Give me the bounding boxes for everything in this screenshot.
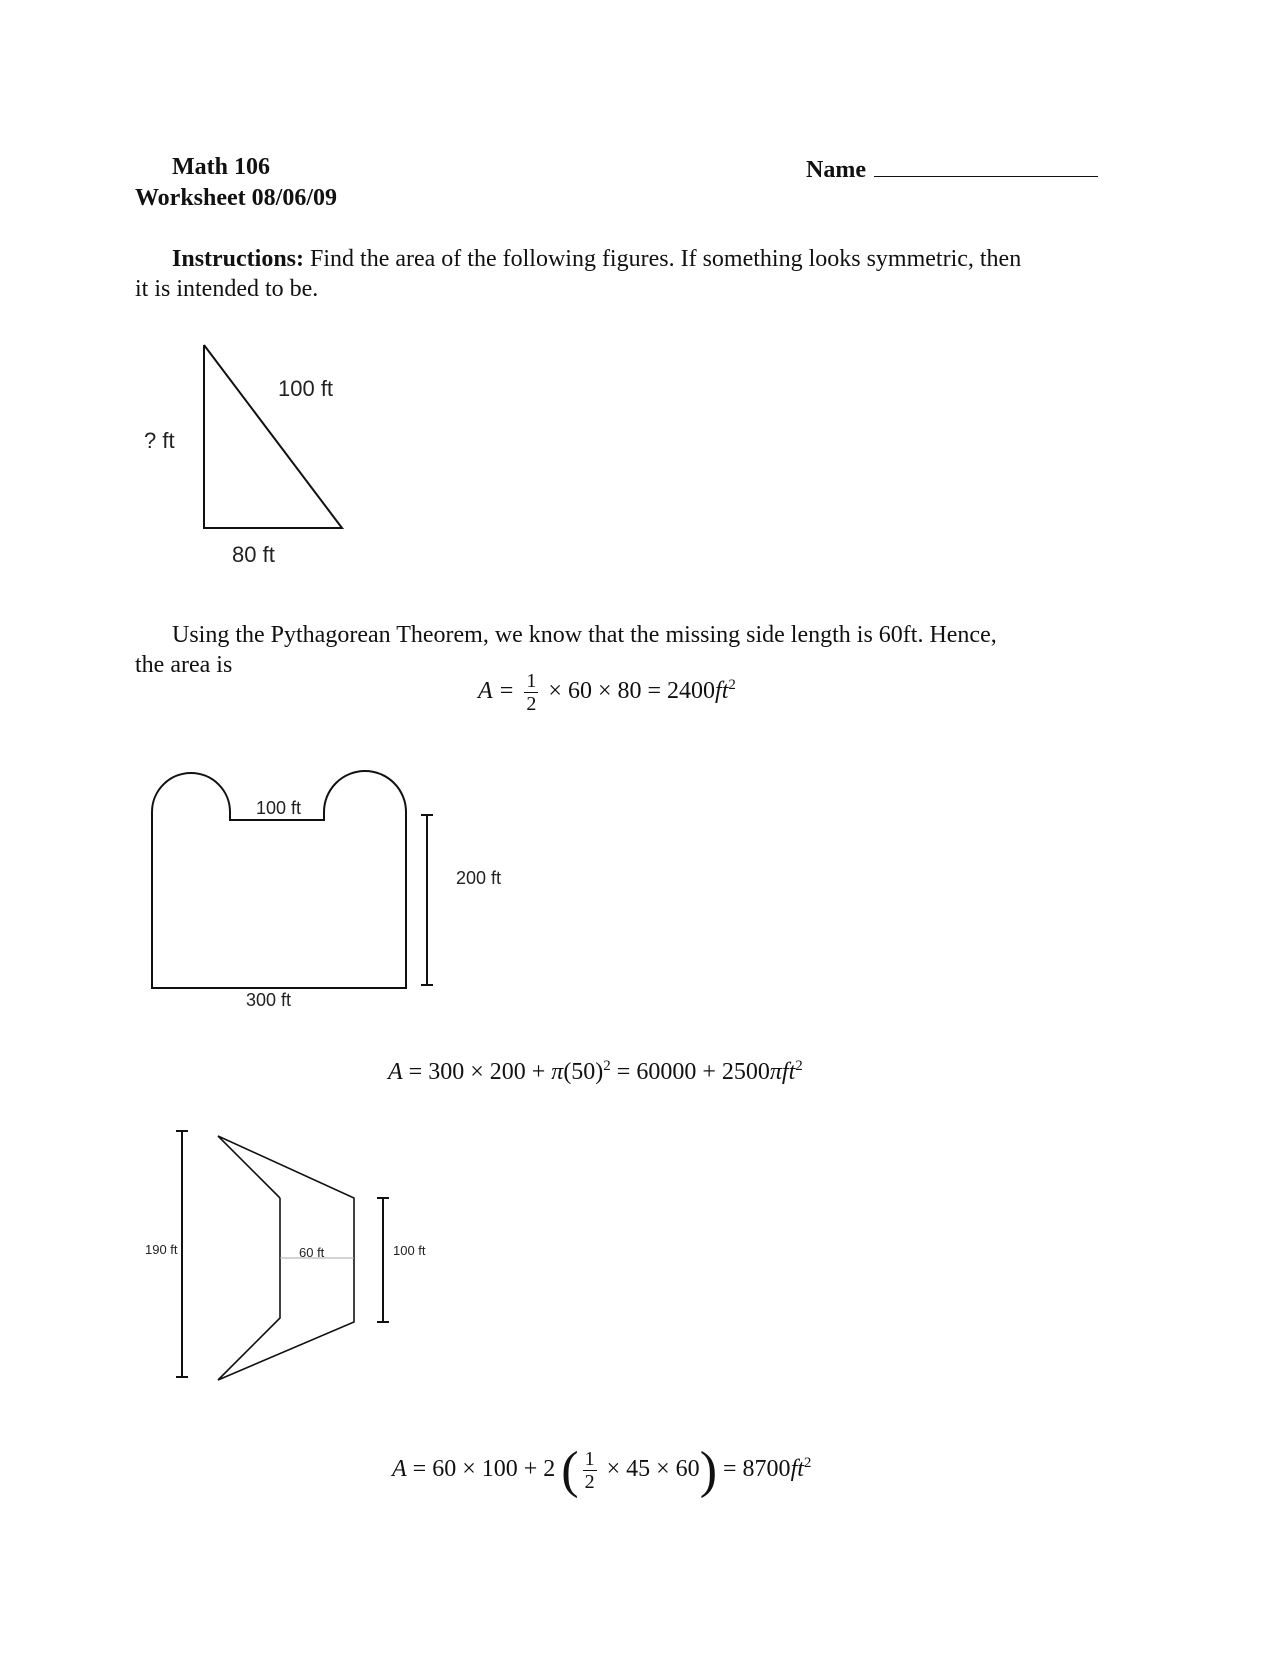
eq3-frac-num: 1: [584, 1448, 595, 1470]
shape2-base-label: 300 ft: [246, 990, 292, 1010]
eq1-exp: 2: [728, 677, 736, 694]
eq3-paren-close: ): [699, 1442, 718, 1499]
eq3-frac-den: 2: [584, 1471, 595, 1493]
eq2-pi: π: [551, 1059, 564, 1085]
eq3-exp: 2: [803, 1455, 812, 1472]
solution1-line2: the area is: [135, 652, 233, 678]
shape3-right-label: 100 ft: [393, 1243, 426, 1258]
eq3-unit: ft: [790, 1456, 804, 1483]
shape2-top-label: 100 ft: [256, 798, 302, 818]
eq3-result: = 8700: [723, 1456, 791, 1483]
name-blank-line: [874, 154, 1098, 177]
name-label: Name: [806, 157, 866, 183]
course-title: Math 106: [172, 154, 270, 180]
instructions-lead: Instructions:: [172, 246, 305, 272]
worksheet-date: Worksheet 08/06/09: [135, 185, 337, 211]
equation-shape3: [392, 1441, 811, 1500]
eq2-paren: (50): [563, 1059, 604, 1085]
eq2-lhs: A: [388, 1059, 403, 1085]
solution1-line1: Using the Pythagorean Theorem, we know that the missing side length is 60ft. Hence,: [172, 622, 997, 648]
triangle-hyp-label: 100 ft: [278, 376, 334, 401]
instructions-line2: it is intended to be.: [135, 276, 319, 302]
triangle-side-label: ? ft: [144, 428, 175, 453]
eq3-inner: × 45 × 60: [606, 1456, 700, 1483]
eq1-fraction: [524, 670, 538, 715]
eq1-frac-num: 1: [526, 670, 537, 692]
eq3-lhs: A: [392, 1456, 407, 1483]
equation-triangle: [478, 670, 736, 715]
shape3-outline: [218, 1136, 354, 1380]
instructions-line1: [172, 244, 1122, 274]
eq2-exp2: 2: [795, 1058, 803, 1074]
eq3-expr: = 60 × 100 + 2: [406, 1456, 556, 1483]
eq2-exp1: 2: [603, 1058, 611, 1074]
eq1-rhs: × 60 × 80 = 2400: [548, 678, 716, 705]
instructions-text1: Find the area of the following figures. If something looks symmetric, then: [304, 246, 1022, 272]
triangle-outline: [204, 345, 342, 528]
shape3-total-label: 190 ft: [145, 1242, 178, 1257]
eq1-lhs: A =: [478, 678, 515, 705]
shape3-inner-label: 60 ft: [299, 1245, 325, 1260]
triangle-base-label: 80 ft: [232, 542, 275, 567]
eq2-expr: = 300 × 200 +: [402, 1059, 552, 1085]
eq1-unit: ft: [715, 678, 729, 705]
eq1-frac-den: 2: [526, 693, 537, 715]
eq2-pi2: π: [769, 1059, 782, 1085]
eq3-fraction: [583, 1448, 597, 1493]
eq2-expr2: = 60000 + 2500: [610, 1059, 770, 1085]
shape2-height-label: 200 ft: [456, 868, 502, 888]
eq2-unit: ft: [781, 1059, 796, 1085]
name-field: [806, 154, 1098, 184]
equation-shape2: [388, 1058, 803, 1086]
eq3-paren-open: (: [561, 1442, 579, 1499]
